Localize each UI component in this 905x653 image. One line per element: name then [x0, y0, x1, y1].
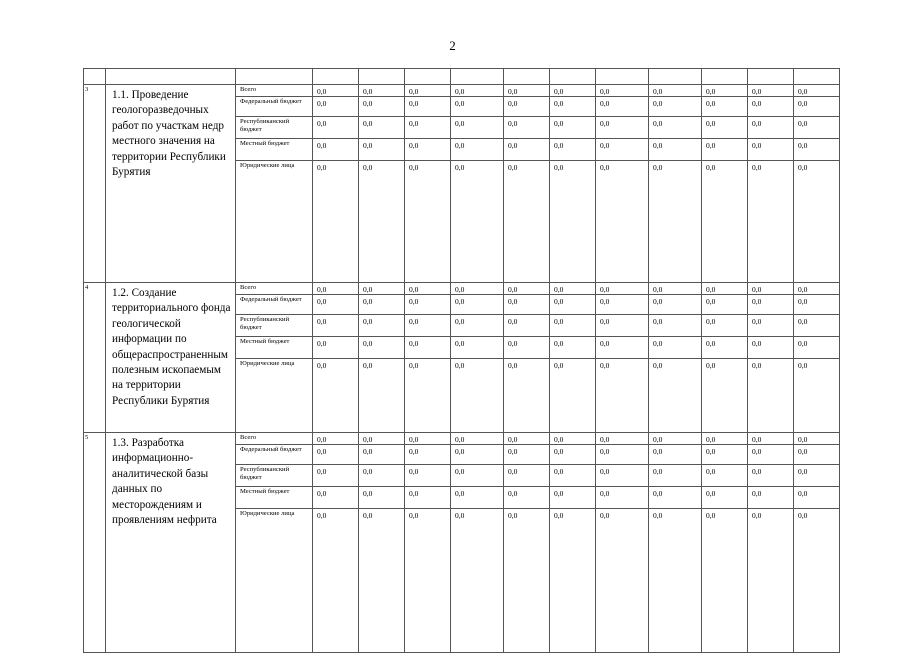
funding-source-label: Местный бюджет — [236, 337, 313, 359]
value-cell: 0,0 — [794, 283, 840, 295]
value-cell: 0,0 — [451, 509, 504, 653]
value-cell: 0,0 — [313, 139, 359, 161]
value-cell: 0,0 — [596, 337, 649, 359]
value-cell: 0,0 — [596, 295, 649, 315]
value-cell: 0,0 — [649, 161, 702, 283]
value-cell: 0,0 — [649, 295, 702, 315]
value-cell: 0,0 — [550, 337, 596, 359]
funding-source-label: Юридические лица — [236, 509, 313, 653]
value-cell: 0,0 — [504, 359, 550, 433]
funding-source-label: Республиканский бюджет — [236, 465, 313, 487]
value-cell: 0,0 — [313, 161, 359, 283]
value-cell: 0,0 — [504, 117, 550, 139]
value-cell: 0,0 — [748, 487, 794, 509]
value-cell: 0,0 — [649, 509, 702, 653]
funding-source-label: Юридические лица — [236, 161, 313, 283]
value-cell: 0,0 — [359, 85, 405, 97]
value-cell: 0,0 — [359, 465, 405, 487]
funding-source-label: Республиканский бюджет — [236, 315, 313, 337]
value-cell: 0,0 — [748, 85, 794, 97]
value-cell: 0,0 — [596, 283, 649, 295]
value-cell: 0,0 — [451, 283, 504, 295]
value-cell: 0,0 — [504, 445, 550, 465]
value-cell: 0,0 — [550, 85, 596, 97]
value-cell: 0,0 — [649, 97, 702, 117]
value-cell: 0,0 — [550, 433, 596, 445]
value-cell: 0,0 — [794, 117, 840, 139]
value-cell: 0,0 — [504, 295, 550, 315]
value-cell: 0,0 — [313, 509, 359, 653]
value-cell: 0,0 — [702, 433, 748, 445]
measure-title: 1.1. Проведение геологоразведочных работ по участкам недр местного значения на территории Республики Бурятия — [106, 85, 236, 283]
value-cell: 0,0 — [405, 117, 451, 139]
value-cell: 0,0 — [359, 359, 405, 433]
value-cell: 0,0 — [596, 433, 649, 445]
value-cell: 0,0 — [405, 487, 451, 509]
value-cell: 0,0 — [451, 295, 504, 315]
row-number: 3 — [84, 85, 106, 283]
value-cell: 0,0 — [702, 97, 748, 117]
value-cell: 0,0 — [596, 465, 649, 487]
value-cell: 0,0 — [451, 97, 504, 117]
value-cell: 0,0 — [550, 161, 596, 283]
funding-source-label: Всего — [236, 85, 313, 97]
value-cell: 0,0 — [313, 85, 359, 97]
funding-source-label: Федеральный бюджет — [236, 295, 313, 315]
value-cell: 0,0 — [451, 359, 504, 433]
value-cell: 0,0 — [794, 337, 840, 359]
page-number: 2 — [449, 38, 456, 53]
value-cell: 0,0 — [794, 465, 840, 487]
value-cell: 0,0 — [550, 445, 596, 465]
value-cell: 0,0 — [596, 85, 649, 97]
value-cell: 0,0 — [451, 433, 504, 445]
value-cell: 0,0 — [504, 161, 550, 283]
funding-source-label: Местный бюджет — [236, 139, 313, 161]
value-cell: 0,0 — [405, 295, 451, 315]
value-cell: 0,0 — [359, 139, 405, 161]
value-cell: 0,0 — [794, 97, 840, 117]
value-cell: 0,0 — [451, 139, 504, 161]
value-cell: 0,0 — [649, 445, 702, 465]
value-cell: 0,0 — [794, 295, 840, 315]
value-cell: 0,0 — [451, 487, 504, 509]
value-cell: 0,0 — [702, 161, 748, 283]
value-cell: 0,0 — [359, 283, 405, 295]
value-cell: 0,0 — [596, 315, 649, 337]
value-cell: 0,0 — [359, 295, 405, 315]
value-cell: 0,0 — [405, 337, 451, 359]
value-cell: 0,0 — [794, 139, 840, 161]
value-cell: 0,0 — [596, 161, 649, 283]
value-cell: 0,0 — [313, 487, 359, 509]
funding-source-label: Республиканский бюджет — [236, 117, 313, 139]
value-cell: 0,0 — [794, 85, 840, 97]
value-cell: 0,0 — [702, 117, 748, 139]
value-cell: 0,0 — [550, 487, 596, 509]
value-cell: 0,0 — [451, 445, 504, 465]
value-cell: 0,0 — [405, 283, 451, 295]
value-cell: 0,0 — [451, 117, 504, 139]
value-cell: 0,0 — [649, 315, 702, 337]
value-cell: 0,0 — [702, 465, 748, 487]
table-row — [84, 85, 840, 97]
value-cell: 0,0 — [596, 359, 649, 433]
value-cell: 0,0 — [649, 139, 702, 161]
value-cell: 0,0 — [359, 161, 405, 283]
value-cell: 0,0 — [702, 445, 748, 465]
value-cell: 0,0 — [596, 97, 649, 117]
value-cell: 0,0 — [596, 139, 649, 161]
value-cell: 0,0 — [794, 487, 840, 509]
value-cell: 0,0 — [748, 117, 794, 139]
value-cell: 0,0 — [405, 433, 451, 445]
funding-source-label: Всего — [236, 283, 313, 295]
value-cell: 0,0 — [649, 283, 702, 295]
value-cell: 0,0 — [405, 359, 451, 433]
value-cell: 0,0 — [748, 433, 794, 445]
value-cell: 0,0 — [313, 337, 359, 359]
value-cell: 0,0 — [596, 117, 649, 139]
measure-title: 1.3. Разработка информационно-аналитической базы данных по месторождениям и проявлениям нефрита — [106, 433, 236, 653]
value-cell: 0,0 — [405, 97, 451, 117]
value-cell: 0,0 — [748, 97, 794, 117]
value-cell: 0,0 — [313, 315, 359, 337]
value-cell: 0,0 — [405, 85, 451, 97]
value-cell: 0,0 — [504, 433, 550, 445]
funding-source-label: Федеральный бюджет — [236, 97, 313, 117]
funding-source-label: Юридические лица — [236, 359, 313, 433]
value-cell: 0,0 — [649, 337, 702, 359]
value-cell: 0,0 — [702, 487, 748, 509]
value-cell: 0,0 — [359, 445, 405, 465]
funding-source-label: Всего — [236, 433, 313, 445]
value-cell: 0,0 — [359, 117, 405, 139]
funding-source-label: Федеральный бюджет — [236, 445, 313, 465]
value-cell: 0,0 — [313, 433, 359, 445]
value-cell: 0,0 — [748, 295, 794, 315]
value-cell: 0,0 — [405, 139, 451, 161]
value-cell: 0,0 — [550, 139, 596, 161]
value-cell: 0,0 — [504, 85, 550, 97]
value-cell: 0,0 — [359, 337, 405, 359]
budget-table — [83, 68, 840, 653]
row-number: 4 — [84, 283, 106, 433]
value-cell: 0,0 — [405, 315, 451, 337]
value-cell: 0,0 — [504, 465, 550, 487]
value-cell: 0,0 — [451, 337, 504, 359]
value-cell: 0,0 — [550, 295, 596, 315]
row-number: 5 — [84, 433, 106, 653]
table-row — [84, 283, 840, 295]
value-cell: 0,0 — [313, 465, 359, 487]
value-cell: 0,0 — [748, 445, 794, 465]
value-cell: 0,0 — [596, 445, 649, 465]
value-cell: 0,0 — [359, 487, 405, 509]
value-cell: 0,0 — [504, 337, 550, 359]
value-cell: 0,0 — [702, 359, 748, 433]
value-cell: 0,0 — [649, 359, 702, 433]
value-cell: 0,0 — [504, 315, 550, 337]
funding-source-label: Местный бюджет — [236, 487, 313, 509]
value-cell: 0,0 — [405, 465, 451, 487]
value-cell: 0,0 — [596, 509, 649, 653]
value-cell: 0,0 — [702, 139, 748, 161]
value-cell: 0,0 — [504, 97, 550, 117]
value-cell: 0,0 — [405, 509, 451, 653]
value-cell: 0,0 — [748, 509, 794, 653]
value-cell: 0,0 — [748, 315, 794, 337]
value-cell: 0,0 — [550, 509, 596, 653]
value-cell: 0,0 — [504, 487, 550, 509]
value-cell: 0,0 — [313, 359, 359, 433]
value-cell: 0,0 — [649, 487, 702, 509]
value-cell: 0,0 — [359, 315, 405, 337]
value-cell: 0,0 — [794, 509, 840, 653]
value-cell: 0,0 — [359, 509, 405, 653]
value-cell: 0,0 — [550, 359, 596, 433]
value-cell: 0,0 — [313, 295, 359, 315]
value-cell: 0,0 — [550, 283, 596, 295]
value-cell: 0,0 — [504, 139, 550, 161]
value-cell: 0,0 — [702, 85, 748, 97]
value-cell: 0,0 — [405, 161, 451, 283]
value-cell: 0,0 — [794, 359, 840, 433]
value-cell: 0,0 — [748, 337, 794, 359]
value-cell: 0,0 — [451, 161, 504, 283]
measure-title: 1.2. Создание территориального фонда геологической информации по общераспространенным полезным ископаемым на территории Республики Бурятия — [106, 283, 236, 433]
value-cell: 0,0 — [451, 85, 504, 97]
value-cell: 0,0 — [794, 315, 840, 337]
value-cell: 0,0 — [649, 465, 702, 487]
value-cell: 0,0 — [702, 295, 748, 315]
value-cell: 0,0 — [748, 359, 794, 433]
value-cell: 0,0 — [451, 465, 504, 487]
value-cell: 0,0 — [405, 445, 451, 465]
value-cell: 0,0 — [794, 445, 840, 465]
value-cell: 0,0 — [702, 283, 748, 295]
value-cell: 0,0 — [451, 315, 504, 337]
value-cell: 0,0 — [702, 509, 748, 653]
table-header-row — [84, 69, 840, 85]
value-cell: 0,0 — [359, 433, 405, 445]
value-cell: 0,0 — [359, 97, 405, 117]
value-cell: 0,0 — [794, 161, 840, 283]
value-cell: 0,0 — [748, 465, 794, 487]
value-cell: 0,0 — [550, 465, 596, 487]
value-cell: 0,0 — [313, 283, 359, 295]
value-cell: 0,0 — [313, 97, 359, 117]
table-row — [84, 433, 840, 445]
value-cell: 0,0 — [550, 315, 596, 337]
value-cell: 0,0 — [313, 445, 359, 465]
value-cell: 0,0 — [504, 509, 550, 653]
value-cell: 0,0 — [649, 433, 702, 445]
value-cell: 0,0 — [748, 139, 794, 161]
value-cell: 0,0 — [748, 161, 794, 283]
value-cell: 0,0 — [794, 433, 840, 445]
value-cell: 0,0 — [748, 283, 794, 295]
value-cell: 0,0 — [550, 97, 596, 117]
value-cell: 0,0 — [702, 315, 748, 337]
value-cell: 0,0 — [550, 117, 596, 139]
value-cell: 0,0 — [649, 117, 702, 139]
value-cell: 0,0 — [313, 117, 359, 139]
value-cell: 0,0 — [702, 337, 748, 359]
value-cell: 0,0 — [596, 487, 649, 509]
value-cell: 0,0 — [504, 283, 550, 295]
value-cell: 0,0 — [649, 85, 702, 97]
